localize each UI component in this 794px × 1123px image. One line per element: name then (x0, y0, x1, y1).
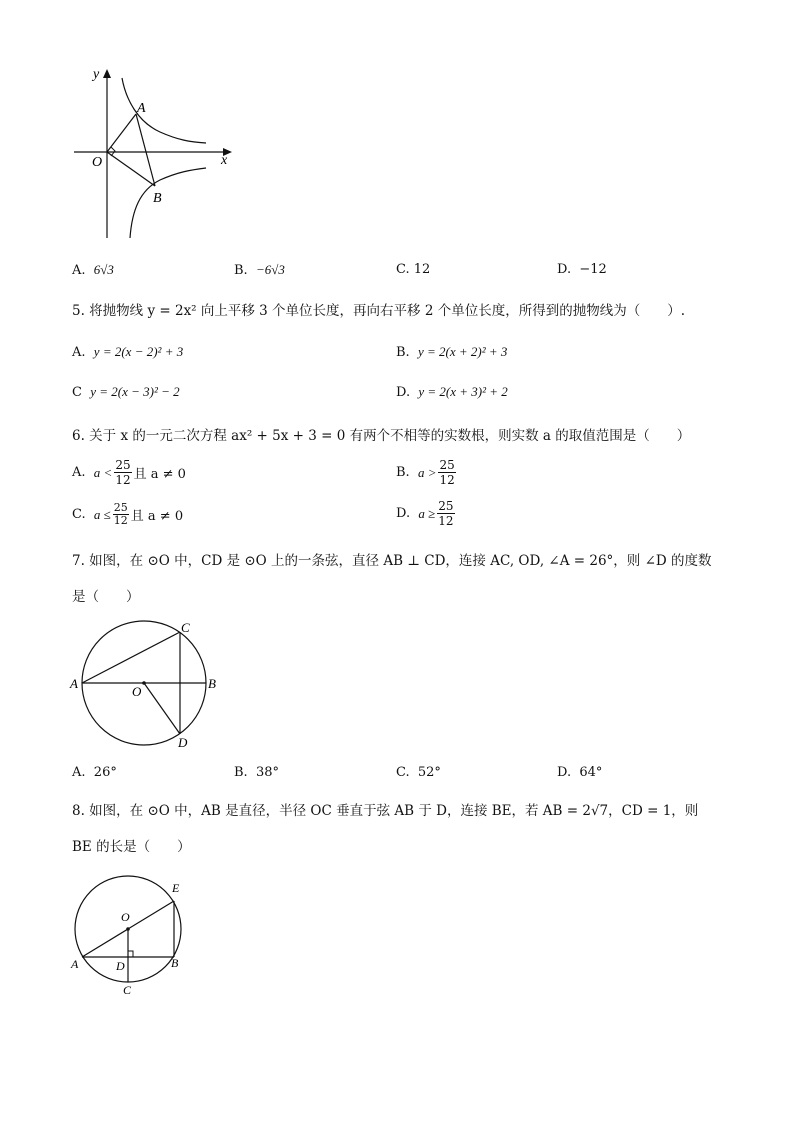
q8-circle-figure (62, 874, 202, 1000)
q7-option-b: B. 38° (234, 765, 279, 780)
q7-label-c: C (181, 620, 190, 635)
q7-option-a: A. 26° (72, 765, 117, 780)
q7-option-d: D. 64° (557, 765, 603, 780)
q8-label-o: O (121, 910, 130, 924)
q6-option-c: C. a ≤ $\frac{25}{12}$ 且 a ≠ 0 (72, 501, 184, 527)
q8-stem-line1: 8. 如图，在 ⊙O 中，AB 是直径，半径 OC 垂直于弦 AB 于 D，连接 BE，若 AB = 2√7，CD = 1，则 (72, 803, 699, 819)
point-b-label: B (153, 191, 162, 206)
q8-label-e: E (172, 881, 180, 895)
q8-stem-line2: BE 的长是（ ） (72, 839, 191, 855)
q5-stem: 5. 将抛物线 y = 2x² 向上平移 3 个单位长度，再向右平移 2 个单位长度，所得到的抛物线为（ ）. (72, 303, 686, 319)
q7-option-c: C. 52° (396, 765, 441, 780)
q8-label-c: C (123, 983, 132, 997)
q8-label-a: A (71, 957, 79, 971)
q4-option-b: B. −6√3 (234, 262, 285, 278)
origin-label: O (92, 155, 103, 170)
q6-option-a: A. a < 25 12 且 a ≠ 0 (72, 458, 186, 487)
q7-stem-line1: 7. 如图，在 ⊙O 中，CD 是 ⊙O 上的一条弦，直径 AB ⊥ CD，连接 AC, OD, ∠A = 26°，则 ∠D 的度数 (72, 553, 712, 569)
q6-fraction-d: $\frac{25}{12}$ (438, 499, 454, 528)
q7-label-b: B (208, 676, 216, 691)
q7-stem-line2: 是（ ） (72, 589, 140, 605)
q5-option-c: C y = 2(x − 3)² − 2 (72, 384, 180, 400)
q5-option-d: D. y = 2(x + 3)² + 2 (396, 384, 508, 400)
q6-fraction-a: 25 12 (115, 458, 131, 487)
q6-option-b: B. a > 25 12 (396, 458, 455, 487)
q4-option-d: D. −12 (557, 262, 607, 277)
q7-label-a: A (70, 676, 78, 691)
q5-option-b: B. y = 2(x + 2)² + 3 (396, 344, 508, 360)
q8-label-d: D (116, 959, 125, 973)
q6-fraction-b: 25 12 (439, 458, 455, 487)
y-axis-label: y (93, 67, 100, 82)
q5-option-a: A. y = 2(x − 2)² + 3 (72, 344, 184, 360)
q6-fraction-c: $\frac{25}{12}$ (113, 501, 128, 527)
hyperbola-figure (60, 60, 260, 250)
q4-option-a: A. 6√3 (72, 262, 114, 278)
q7-label-o: O (132, 684, 142, 699)
q6-option-d: D. a ≥ $\frac{25}{12}$ (396, 499, 454, 528)
point-a-label: A (137, 101, 146, 116)
q7-label-d: D (178, 735, 188, 750)
q4-option-c: C. 12 (396, 262, 431, 277)
q7-circle-figure (66, 616, 226, 752)
q6-stem: 6. 关于 x 的一元二次方程 ax² + 5x + 3 = 0 有两个不相等的实数根，则实数 a 的取值范围是（ ） (72, 428, 691, 444)
x-axis-label: x (221, 153, 228, 168)
q8-label-b: B (171, 956, 179, 970)
